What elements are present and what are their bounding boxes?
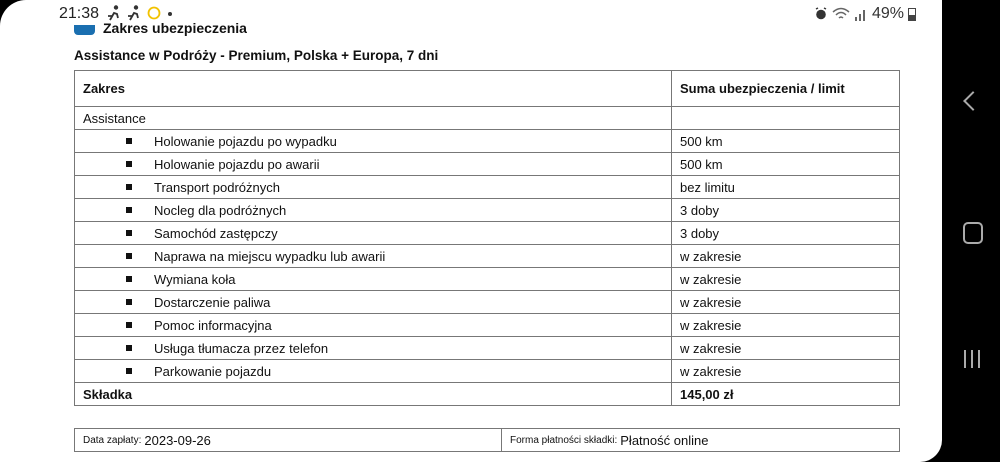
coverage-name: Pomoc informacyjna [154, 317, 272, 333]
home-icon[interactable] [963, 222, 983, 244]
table-header-row [75, 71, 900, 107]
coverage-limit: w zakresie [672, 360, 900, 383]
wifi-icon [832, 7, 850, 21]
coverage-item [75, 199, 672, 222]
coverage-name: Transport podróżnych [154, 179, 280, 195]
table-row [75, 176, 900, 199]
coverage-name: Wymiana koła [154, 271, 236, 287]
back-icon[interactable] [963, 91, 983, 111]
table-row [75, 222, 900, 245]
coverage-item [75, 176, 672, 199]
coverage-limit: 500 km [672, 153, 900, 176]
payment-footer [74, 428, 900, 452]
coverage-name: Holowanie pojazdu po wypadku [154, 133, 337, 149]
coverage-item [75, 360, 672, 383]
navigation-bar [942, 0, 1000, 462]
coverage-limit: w zakresie [672, 314, 900, 337]
ring-icon [146, 5, 162, 21]
payment-method-cell [502, 429, 708, 451]
coverage-item [75, 153, 672, 176]
table-row [75, 360, 900, 383]
coverage-limit: 500 km [672, 130, 900, 153]
group-label: Assistance [75, 107, 672, 130]
table-row [75, 314, 900, 337]
coverage-limit: w zakresie [672, 291, 900, 314]
coverage-item [75, 314, 672, 337]
bullet-icon [126, 138, 132, 144]
dot-icon [164, 5, 176, 21]
header-limit: Suma ubezpieczenia / limit [672, 71, 900, 107]
coverage-limit: bez limitu [672, 176, 900, 199]
coverage-name: Nocleg dla podróżnych [154, 202, 287, 218]
status-right [814, 5, 916, 23]
coverage-item [75, 291, 672, 314]
signal-icon [854, 7, 868, 21]
coverage-limit: w zakresie [672, 337, 900, 360]
coverage-item [75, 268, 672, 291]
coverage-item [75, 222, 672, 245]
coverage-name: Samochód zastępczy [154, 225, 278, 241]
battery-icon [908, 8, 916, 21]
bullet-icon [126, 230, 132, 236]
payment-date: 2023-09-26 [144, 432, 211, 448]
header-scope: Zakres [75, 71, 672, 107]
bullet-icon [126, 322, 132, 328]
payment-date-label: Data zapłaty: [83, 434, 142, 446]
coverage-name: Usługa tłumacza przez telefon [154, 340, 329, 356]
status-time: 21:38 [59, 5, 100, 22]
payment-date-cell [75, 429, 502, 451]
table-group-row [75, 107, 900, 130]
premium-label: Składka [75, 383, 672, 406]
coverage-name: Parkowanie pojazdu [154, 363, 272, 379]
coverage-limit: 3 doby [672, 222, 900, 245]
table-row [75, 291, 900, 314]
bullet-icon [126, 161, 132, 167]
coverage-limit: w zakresie [672, 245, 900, 268]
bullet-icon [126, 368, 132, 374]
table-row [75, 130, 900, 153]
policy-subtitle: Assistance w Podróży - Premium, Polska + Europa, 7 dni [74, 48, 439, 63]
bullet-icon [126, 207, 132, 213]
table-row [75, 268, 900, 291]
bullet-icon [126, 299, 132, 305]
bullet-icon [126, 184, 132, 190]
premium-value: 145,00 zł [672, 383, 900, 406]
coverage-name: Dostarczenie paliwa [154, 294, 271, 310]
coverage-name: Naprawa na miejscu wypadku lub awarii [154, 248, 386, 264]
bullet-icon [126, 276, 132, 282]
recents-icon[interactable] [964, 350, 980, 368]
payment-method: Płatność online [620, 432, 709, 448]
table-row [75, 245, 900, 268]
table-row [75, 153, 900, 176]
payment-method-label: Forma płatności składki: [510, 434, 618, 446]
coverage-item [75, 337, 672, 360]
coverage-name: Holowanie pojazdu po awarii [154, 156, 320, 172]
section-heading [74, 20, 247, 36]
group-limit-empty [672, 107, 900, 130]
coverage-limit: w zakresie [672, 268, 900, 291]
section-title: Zakres ubezpieczenia [103, 20, 247, 36]
battery-percent: 49% [871, 5, 904, 22]
table-row [75, 199, 900, 222]
table-row [75, 337, 900, 360]
coverage-item [75, 245, 672, 268]
coverage-table [74, 70, 900, 406]
coverage-item [75, 130, 672, 153]
bullet-icon [126, 253, 132, 259]
logo-icon [74, 25, 95, 35]
premium-row [75, 383, 900, 406]
alarm-icon [814, 7, 828, 21]
coverage-limit: 3 doby [672, 199, 900, 222]
bullet-icon [126, 345, 132, 351]
